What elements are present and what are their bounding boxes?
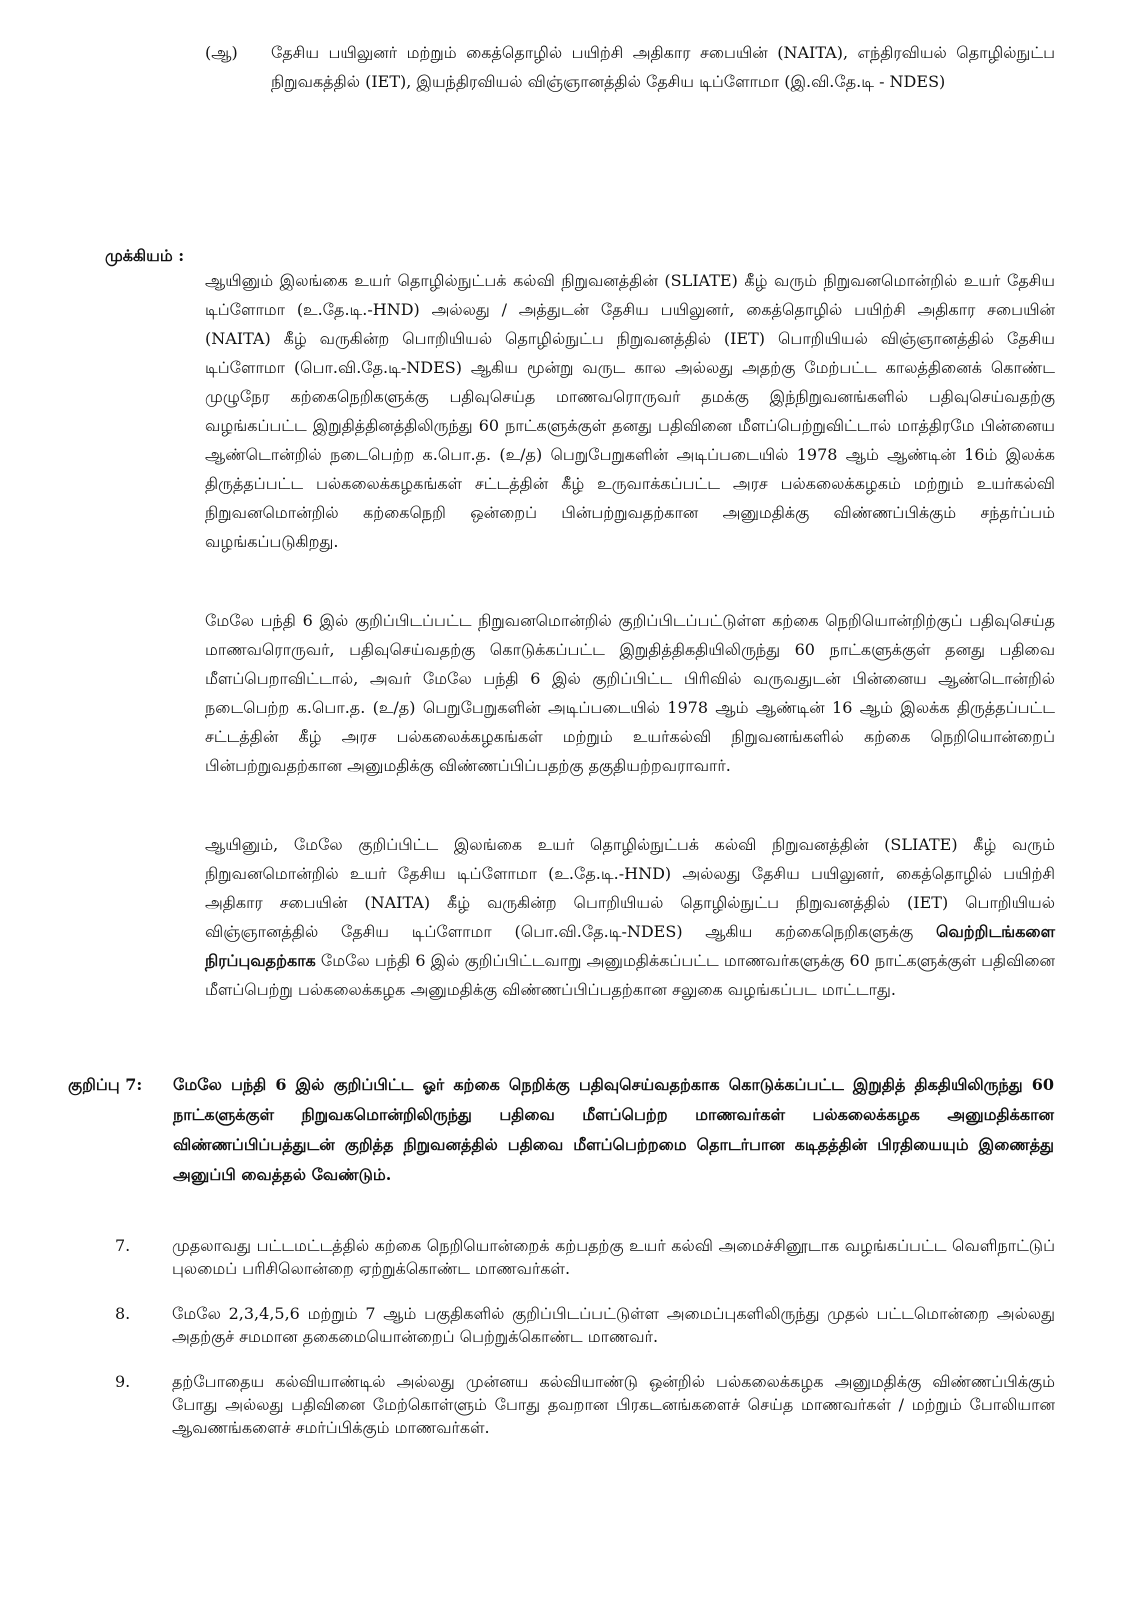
note-text: மேலே பந்தி 6 இல் குறிப்பிட்ட ஓர் கற்கை நெறிக்கு பதிவுசெய்வதற்காக கொடுக்கப்பட்ட இறுதித் திகதியிலிருந்து 60 நாட்களுக்குள் நிறுவகமொன்றிலிருந்து பதிவை மீளப்பெற்ற மாணவர்கள் பல்கலைக்கழக அனுமதிக்கான விண்ணப்பிப்பத்துடன் குறித்த நிறுவனத்தில் பதிவை மீளப்பெற்றமை தொடர்பான கடிதத்தின் பிரதியையும் இணைத்து அனுப்பி வைத்தல் வேண்டும்.: [173, 1075, 1054, 1184]
list-item: [115, 1370, 1055, 1439]
section-a-label: (ஆ): [205, 43, 238, 62]
list-item: [115, 1302, 1055, 1348]
note-label: குறிப்பு 7:: [68, 1075, 143, 1094]
list-item-text: முதலாவது பட்டமட்டத்தில் கற்கை நெறியொன்றைக் கற்பதற்கு உயர் கல்வி அமைச்சினூடாக வழங்கப்பட்ட வெளிநாட்டுப் புலமைப் பரிசிலொன்றை ஏற்றுக்கொண்ட மாணவர்கள்.: [172, 1236, 1055, 1278]
list-item-text: மேலே 2,3,4,5,6 மற்றும் 7 ஆம் பகுதிகளில் குறிப்பிடப்பட்டுள்ள அமைப்புகளிலிருந்து முதல் பட்டமொன்றை அல்லது அதற்குச் சமமான தகைமையொன்றைப் பெற்றுக்கொண்ட மாணவர்.: [172, 1304, 1056, 1346]
important-heading: முக்கியம் :: [105, 246, 185, 265]
section-a-text: தேசிய பயிலுனர் மற்றும் கைத்தொழில் பயிற்சி அதிகார சபையின் (NAITA), எந்திரவியல் தொழில்நுட்ப நிறுவகத்தில் (IET), இயந்திரவியல் விஞ்ஞானத்தில் தேசிய டிப்ளோமா (இ.வி.தே.டி - NDES): [271, 43, 1055, 91]
paragraph-3-text-start: ஆயினும், மேலே குறிப்பிட்ட இலங்கை உயர் தொழில்நுட்பக் கல்வி நிறுவனத்தின் (SLIATE) கீழ் வரும் நிறுவனமொன்றில் உயர் தேசிய டிப்ளோமா (உ.தே.டி.-HND) அல்லது தேசிய பயிலுனர், கைத்தொழில் பயிற்சி அதிகார சபையின் (NAITA) கீழ் வருகின்ற பொறியியல் தொழில்நுட்ப நிறுவனத்தில் (IET) பொறியியல் விஞ்ஞானத்தில் தேசிய டிப்ளோமா (பொ.வி.தே.டி-NDES) ஆகிய கற்கைநெறிகளுக்கு: [205, 835, 1055, 941]
paragraph-3-bold-phrase: வெற்றிடங்களை நிரப்புவதற்காக: [205, 922, 1055, 970]
list-item: [115, 1234, 1055, 1280]
list-item-text: தற்போதைய கல்வியாண்டில் அல்லது முன்னய கல்வியாண்டு ஒன்றில் பல்கலைக்கழக அனுமதிக்கு விண்ணப்பிக்கும் போது அல்லது பதிவினை மேற்கொள்ளும் போது தவறான பிரகடனங்களைச் செய்த மாணவர்கள் / மற்றும் போலியான ஆவணங்களைச் சமர்ப்பிக்கும் மாணவர்கள்.: [172, 1372, 1055, 1437]
important-paragraph-2: மேலே பந்தி 6 இல் குறிப்பிடப்பட்ட நிறுவனமொன்றில் குறிப்பிடப்பட்டுள்ள கற்கை நெறியொன்றிற்குப் பதிவுசெய்த மாணவரொருவர், பதிவுசெய்வதற்கு கொடுக்கப்பட்ட இறுதித்திகதியிலிருந்து 60 நாட்களுக்குள் தனது பதிவை மீளப்பெறாவிட்டால், அவர் மேலே பந்தி 6 இல் குறிப்பிட்ட பிரிவில் வருவதுடன் பின்னைய ஆண்டொன்றில் நடைபெற்ற க.பொ.த. (உ/த) பெறுபேறுகளின் அடிப்படையில் 1978 ஆம் ஆண்டின் 16 ஆம் இலக்க திருத்தப்பட்ட சட்டத்தின் கீழ் அரச பல்கலைக்கழகங்கள் மற்றும் உயர்கல்வி நிறுவனங்களில் கற்கை நெறியொன்றைப் பின்பற்றுவதற்கான அனுமதிக்கு விண்ணப்பிப்பதற்கு தகுதியற்றவராவார்.: [205, 611, 1055, 775]
important-paragraph-1: ஆயினும் இலங்கை உயர் தொழில்நுட்பக் கல்வி நிறுவனத்தின் (SLIATE) கீழ் வரும் நிறுவனமொன்றில் உயர் தேசிய டிப்ளோமா (உ.தே.டி.-HND) அல்லது / அத்துடன் தேசிய பயிலுனர், கைத்தொழில் பயிற்சி அதிகார சபையின் (NAITA) கீழ் வருகின்ற பொறியியல் தொழில்நுட்ப நிறுவனத்தில் (IET) பொறியியல் விஞ்ஞானத்தில் தேசிய டிப்ளோமா (பொ.வி.தே.டி-NDES) ஆகிய மூன்று வருட கால அல்லது அதற்கு மேற்பட்ட காலத்தினைக் கொண்ட முழுநேர கற்கைநெறிகளுக்கு பதிவுசெய்த மாணவரொருவர் தமக்கு இந்நிறுவனங்களில் பதிவுசெய்வதற்கு வழங்கப்பட்ட இறுதித்தினத்திலிருந்து 60 நாட்களுக்குள் தனது பதிவினை மீளப்பெற்றுவிட்டால் மாத்திரமே பின்னைய ஆண்டொன்றில் நடைபெற்ற க.பொ.த. (உ/த) பெறுபேறுகளின் அடிப்படையில் 1978 ஆம் ஆண்டின் 16ம் இலக்க திருத்தப்பட்ட பல்கலைக்கழகங்கள் சட்டத்தின் கீழ் உருவாக்கப்பட்ட அரச பல்கலைக்கழகம் மற்றும் உயர்கல்வி நிறுவனமொன்றில் கற்கைநெறி ஒன்றைப் பின்பற்றுவதற்கான அனுமதிக்கு விண்ணப்பிக்கும் சந்தர்ப்பம் வழங்கப்படுகிறது.: [205, 271, 1056, 551]
note-7: [68, 1070, 1054, 1190]
list-item-number: 9.: [115, 1372, 131, 1391]
section-a: [205, 38, 1055, 96]
paragraph-3-text-end: மேலே பந்தி 6 இல் குறிப்பிட்டவாறு அனுமதிக்கப்பட்ட மாணவர்களுக்கு 60 நாட்களுக்குள் பதிவினை மீளப்பெற்று பல்கலைக்கழக அனுமதிக்கு விண்ணப்பிப்பதற்கான சலுகை வழங்கப்பட மாட்டாது.: [205, 951, 1055, 999]
list-item-number: 8.: [115, 1304, 131, 1323]
list-item-number: 7.: [115, 1236, 131, 1255]
important-paragraph-3: [205, 830, 1055, 1004]
